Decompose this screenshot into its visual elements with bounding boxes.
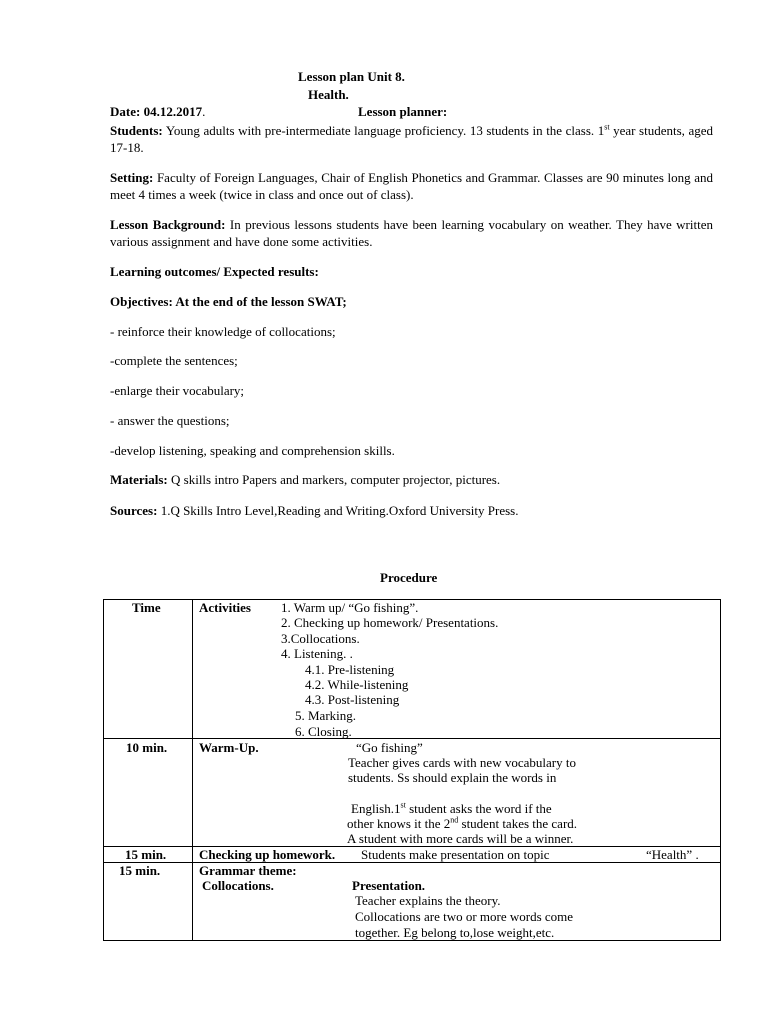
table-column-divider	[192, 599, 193, 941]
table-border-right	[720, 599, 721, 941]
setting-label: Setting:	[110, 170, 154, 185]
row-description-line: Teacher explains the theory.	[355, 893, 501, 908]
row-description-line: Collocations are two or more words come	[355, 909, 574, 924]
objective-item: -enlarge their vocabulary;	[110, 383, 245, 398]
row-activity: Grammar theme:	[199, 863, 297, 878]
table-header-activities: Activities	[199, 600, 251, 615]
row-activity-title: “Go fishing”	[356, 740, 423, 755]
row-activity-sub: Collocations.	[202, 878, 274, 893]
activity-list-item: 5. Marking.	[295, 708, 357, 723]
table-border-left	[103, 599, 104, 941]
objective-item: -develop listening, speaking and comprehension skills.	[110, 443, 395, 458]
materials-label: Materials:	[110, 472, 168, 487]
activity-list-item: 1. Warm up/ “Go fishing”.	[281, 600, 419, 615]
lesson-subtitle: Health.	[308, 87, 349, 102]
row-time: 15 min.	[125, 847, 167, 862]
procedure-title: Procedure	[380, 570, 438, 585]
date-label: Date: 04.12.2017	[110, 104, 203, 119]
row-time: 15 min.	[119, 863, 161, 878]
row-description-line: together. Eg belong to,lose weight,etc.	[355, 925, 555, 940]
lesson-planner-label: Lesson planner:	[358, 104, 448, 119]
activity-list-item: 2. Checking up homework/ Presentations.	[281, 615, 499, 630]
activity-list-item: 4.1. Pre-listening	[305, 662, 395, 677]
objective-item: - reinforce their knowledge of collocations;	[110, 324, 336, 339]
setting-paragraph: Setting: Faculty of Foreign Languages, Chair of English Phonetics and Grammar. Classes are 90 minutes long and meet 4 times a week (twice in class and once out of class).	[110, 170, 713, 202]
row-description-line: Students make presentation on topic	[361, 847, 550, 862]
row-description-line: students. Ss should explain the words in	[348, 770, 557, 785]
students-paragraph: Students: Young adults with pre-intermediate language proficiency. 13 students in the class. 1st year students, aged 17-18.	[110, 122, 713, 155]
table-row-divider	[103, 738, 721, 739]
sources-label: Sources:	[110, 503, 158, 518]
sources-line: Sources: 1.Q Skills Intro Level,Reading and Writing.Oxford University Press.	[110, 503, 519, 518]
background-label: Lesson Background:	[110, 217, 226, 232]
objective-item: -complete the sentences;	[110, 353, 238, 368]
students-label: Students:	[110, 123, 163, 138]
activity-list-item: 4.3. Post-listening	[305, 692, 400, 707]
objective-item: - answer the questions;	[110, 413, 230, 428]
date-line	[110, 104, 205, 120]
row-activity-title: Presentation.	[352, 878, 426, 893]
row-activity: Warm-Up.	[199, 740, 259, 755]
objectives-heading: Objectives: At the end of the lesson SWAT;	[110, 294, 347, 309]
row-time: 10 min.	[126, 740, 168, 755]
activity-list-item: 4.2. While-listening	[305, 677, 409, 692]
background-paragraph: Lesson Background: In previous lessons students have been learning vocabulary on weather. They have written various assignment and have done some activities.	[110, 217, 713, 249]
row-description-line: A student with more cards will be a winner.	[347, 831, 574, 846]
learning-outcomes-heading: Learning outcomes/ Expected results:	[110, 264, 319, 279]
date-dot: .	[202, 104, 206, 119]
lesson-title: Lesson plan Unit 8.	[298, 69, 405, 84]
table-header-time: Time	[132, 600, 161, 615]
row-description-line: English.1st student asks the word if the	[351, 800, 552, 816]
activity-list-item: 6. Closing.	[295, 724, 352, 739]
row-activity: Checking up homework.	[199, 847, 336, 862]
activity-list-item: 3.Collocations.	[281, 631, 360, 646]
row-description-line: other knows it the 2nd student takes the card.	[347, 815, 578, 831]
materials-line: Materials: Q skills intro Papers and markers, computer projector, pictures.	[110, 472, 501, 487]
row-description-line: Teacher gives cards with new vocabulary to	[348, 755, 576, 770]
activity-list-item: 4. Listening. .	[281, 646, 353, 661]
row-topic: “Health” .	[646, 847, 699, 862]
